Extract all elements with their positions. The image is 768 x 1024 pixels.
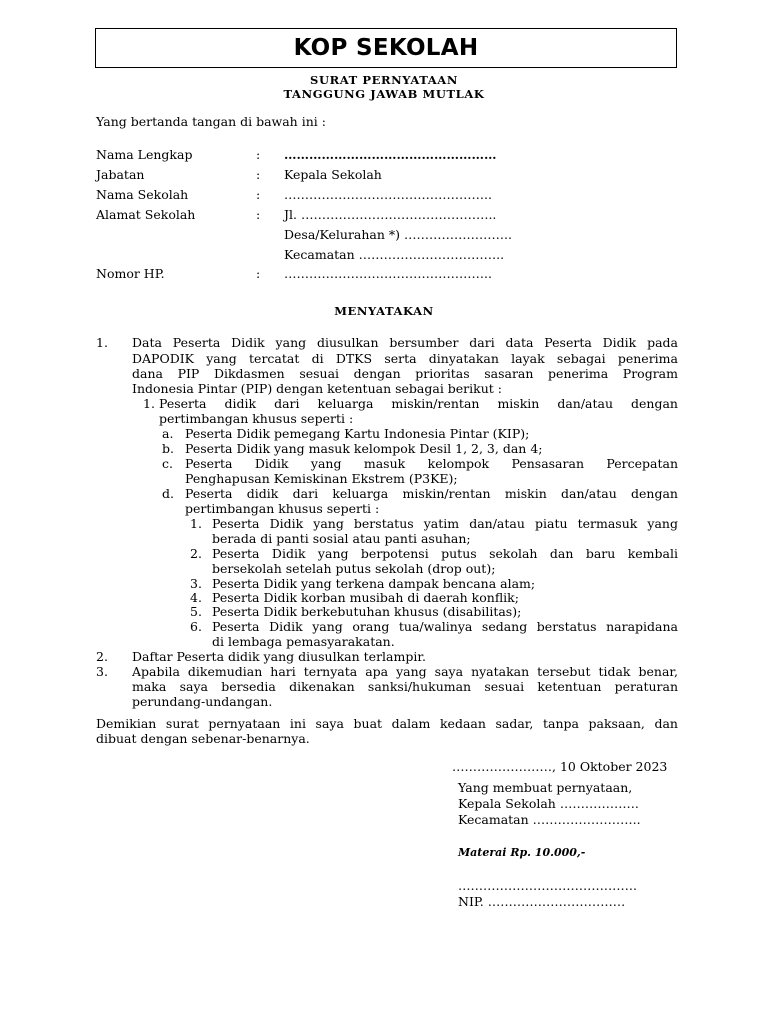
letter-subtitle: TANGGUNG JAWAB MUTLAK: [283, 87, 485, 101]
sub-1-number: 1.: [143, 396, 155, 411]
kop-sekolah-title: KOP SEKOLAH: [293, 35, 479, 61]
alamat-desa: Desa/Kelurahan *) ……………………..: [284, 227, 512, 242]
point-1-line: dana PIP Dikdasmen sesuai dengan prioritas sasaran penerima Program: [132, 366, 678, 381]
jabatan-value: Kepala Sekolah: [284, 167, 382, 182]
sub-1-line: Peserta didik dari keluarga miskin/rentan miskin dan/atau dengan: [159, 396, 678, 411]
item-b-text: Peserta Didik yang masuk kelompok Desil 1, 2, 3, dan 4;: [185, 441, 543, 456]
item-d2-number: 2.: [190, 546, 202, 561]
point-1-line: DAPODIK yang tercatat di DTKS serta dinyatakan layak sebagai penerima: [132, 351, 678, 366]
sign-name-line: …………………………………….: [458, 878, 637, 893]
sign-kepala: Kepala Sekolah ……………….: [458, 796, 639, 811]
materai-label: Materai Rp. 10.000,-: [458, 846, 586, 859]
sekolah-value: …………………………………………..: [284, 187, 492, 202]
intro-text: Yang bertanda tangan di bawah ini :: [96, 114, 326, 129]
item-d5-text: Peserta Didik berkebutuhan khusus (disabilitas);: [212, 604, 522, 619]
point-3-line: Apabila dikemudian hari ternyata apa yang saya nyatakan tersebut tidak benar,: [132, 664, 678, 679]
item-d6-number: 6.: [190, 619, 202, 634]
alamat-label: Alamat Sekolah: [96, 207, 196, 222]
colon: :: [256, 167, 261, 182]
menyatakan-heading: MENYATAKAN: [334, 304, 434, 318]
item-c-letter: c.: [162, 456, 173, 471]
sign-nip: NIP. ……………………………: [458, 894, 626, 909]
point-3-line: maka saya bersedia dikenakan sanksi/hukuman sesuai ketentuan peraturan: [132, 679, 678, 694]
item-d1-text: berada di panti sosial atau panti asuhan;: [212, 531, 471, 546]
item-d-text: pertimbangan khusus seperti :: [185, 501, 380, 516]
point-3-number: 3.: [96, 664, 108, 679]
point-2-text: Daftar Peserta didik yang diusulkan terlampir.: [132, 649, 426, 664]
item-d3-number: 3.: [190, 576, 202, 591]
hp-label: Nomor HP.: [96, 266, 165, 281]
item-d1-text: Peserta Didik yang berstatus yatim dan/atau piatu termasuk yang: [212, 516, 678, 531]
sekolah-label: Nama Sekolah: [96, 187, 189, 202]
item-d2-text: bersekolah setelah putus sekolah (drop out);: [212, 561, 496, 576]
colon: :: [256, 207, 261, 222]
jabatan-label: Jabatan: [96, 167, 145, 182]
item-a-text: Peserta Didik pemegang Kartu Indonesia Pintar (KIP);: [185, 426, 530, 441]
kop-sekolah-box: [95, 28, 677, 68]
colon: :: [256, 187, 261, 202]
sign-kecamatan: Kecamatan ……………………..: [458, 812, 641, 827]
colon: :: [256, 147, 261, 162]
item-d-letter: d.: [162, 486, 174, 501]
point-2-number: 2.: [96, 649, 108, 664]
letter-title: SURAT PERNYATAAN: [310, 73, 458, 87]
closing-line: Demikian surat pernyataan ini saya buat dalam kedaan sadar, tanpa paksaan, dan: [96, 716, 678, 731]
sign-date: ……………………, 10 Oktober 2023: [452, 759, 668, 774]
item-d6-text: di lembaga pemasyarakatan.: [212, 634, 395, 649]
point-1-line: Data Peserta Didik yang diusulkan bersumber dari data Peserta Didik pada: [132, 335, 678, 350]
colon: :: [256, 266, 261, 281]
nama-value: ……………………………………………: [284, 147, 497, 162]
item-a-letter: a.: [162, 426, 174, 441]
item-b-letter: b.: [162, 441, 174, 456]
closing-line: dibuat dengan sebenar-benarnya.: [96, 731, 310, 746]
item-d5-number: 5.: [190, 604, 202, 619]
item-d1-number: 1.: [190, 516, 202, 531]
sub-1-line: pertimbangan khusus seperti :: [159, 411, 354, 426]
item-d4-text: Peserta Didik korban musibah di daerah konflik;: [212, 590, 519, 605]
item-d4-number: 4.: [190, 590, 202, 605]
item-d3-text: Peserta Didik yang terkena dampak bencana alam;: [212, 576, 536, 591]
point-3-line: perundang-undangan.: [132, 694, 273, 709]
item-d2-text: Peserta Didik yang berpotensi putus sekolah dan baru kembali: [212, 546, 678, 561]
sign-maker: Yang membuat pernyataan,: [458, 780, 633, 795]
nama-label: Nama Lengkap: [96, 147, 193, 162]
item-d-text: Peserta didik dari keluarga miskin/rentan miskin dan/atau dengan: [185, 486, 678, 501]
alamat-jalan: Jl. ………………………………………..: [284, 207, 497, 222]
hp-value: …………………………………………..: [284, 266, 492, 281]
point-1-number: 1.: [96, 335, 108, 350]
point-1-line: Indonesia Pintar (PIP) dengan ketentuan sebagai berikut :: [132, 381, 502, 396]
item-d6-text: Peserta Didik yang orang tua/walinya sedang berstatus narapidana: [212, 619, 678, 634]
item-c-text: Peserta Didik yang masuk kelompok Pensasaran Percepatan: [185, 456, 678, 471]
item-c-text: Penghapusan Kemiskinan Ekstrem (P3KE);: [185, 471, 458, 486]
alamat-kecamatan: Kecamatan ……………………………..: [284, 247, 505, 262]
